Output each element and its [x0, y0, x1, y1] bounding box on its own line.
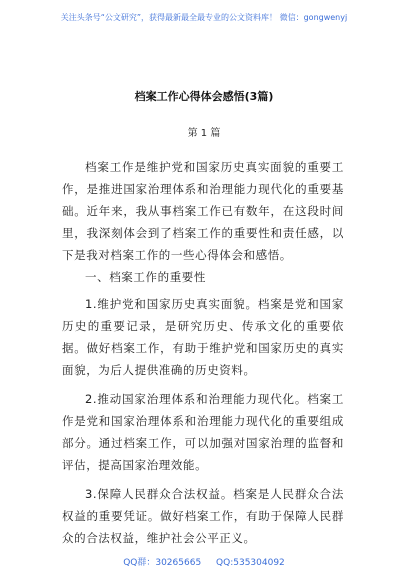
point-3-text: 3.保障人民群众合法权益。档案是人民群众合法权益的重要凭证。做好档案工作，有助于保障人民群众的合法权益，维护社会公平正义。: [62, 487, 344, 545]
section-label: 第 1 篇: [187, 128, 221, 139]
qq-group-text: QQ群：30265665: [123, 558, 202, 568]
intro-paragraph: [62, 156, 344, 266]
point-1-text: 1.维护党和国家历史真实面貌。档案是党和国家历史的重要记录，是研究历史、传承文化的重要依据。做好档案工作，有助于维护党和国家历史的真实面貌，为后人提供准确的历史资料。: [62, 297, 344, 377]
footer-contact: [0, 555, 408, 568]
qq-text: QQ:535304092: [216, 558, 285, 568]
point-1-paragraph: [62, 293, 344, 381]
document-title: 档案工作心得体会感悟(3篇): [134, 90, 274, 103]
header-banner: 关注头条号“公文研究”，获得最新最全最专业的公文资料库！ 微信：gongwenyj: [60, 13, 348, 22]
point-3-paragraph: [62, 483, 344, 549]
point-2-text: 2.推动国家治理体系和治理能力现代化。档案工作是党和国家治理体系和治理能力现代化的重要组成部分。通过档案工作，可以加强对国家治理的监督和评估，提高国家治理效能。: [62, 392, 344, 472]
point-2-paragraph: [62, 388, 344, 476]
intro-text: 档案工作是维护党和国家历史真实面貌的重要工作，是推进国家治理体系和治理能力现代化的重要基础。近年来，我从事档案工作已有数年，在这段时间里，我深刻体会到了档案工作的重要性和责任感，以下是我对档案工作的一些心得体会和感悟。: [62, 160, 344, 262]
section-heading: 一、档案工作的重要性: [85, 270, 206, 284]
